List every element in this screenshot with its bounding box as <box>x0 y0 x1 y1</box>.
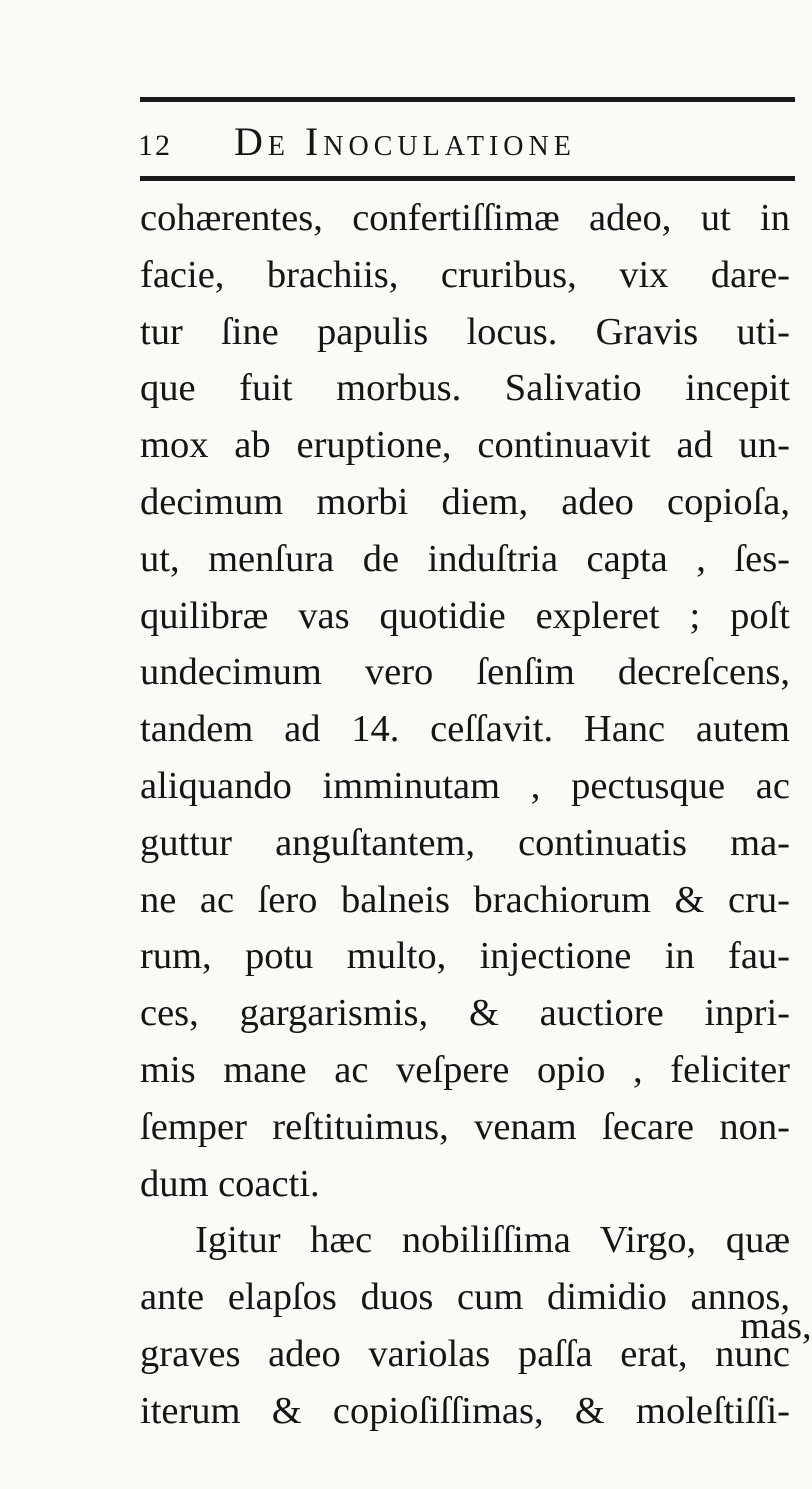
header-rule-bottom <box>140 176 795 181</box>
text-line: ces, gargarismis, & auctiore inpri- <box>140 992 790 1035</box>
body-text <box>140 190 790 1440</box>
paragraph-start-line: Igitur hæc nobiliſſima Virgo, quæ <box>195 1219 790 1262</box>
running-title: De Inoculatione <box>234 119 576 164</box>
text-line: iterum & copioſiſſimas, & moleſtiſſi- <box>140 1389 790 1432</box>
text-line: cohærentes, confertiſſimæ adeo, ut in <box>140 197 790 239</box>
header-rule-top <box>140 97 795 102</box>
text-line: rum, potu multo, injectione in fau- <box>140 935 790 978</box>
page-number: 12 <box>138 129 172 162</box>
text-line: ſemper reſtituimus, venam ſecare non- <box>140 1105 790 1148</box>
text-line: mox ab eruptione, continuavit ad un- <box>140 424 790 467</box>
text-line: tandem ad 14. ceſſavit. Hanc autem <box>140 708 790 751</box>
text-line: dum coacti. <box>140 1162 320 1205</box>
text-line: facie, brachiis, cruribus, vix dare- <box>140 253 790 296</box>
catchword: mas, <box>740 1305 812 1347</box>
running-head <box>138 118 576 162</box>
text-line: ante elapſos duos cum dimidio annos, <box>140 1276 790 1319</box>
text-line: ut, menſura de induſtria capta , ſes- <box>140 537 790 580</box>
text-line: quilibræ vas quotidie expleret ; poſt <box>140 594 790 637</box>
text-line: mis mane ac veſpere opio , feliciter <box>140 1048 790 1091</box>
text-line: aliquando imminutam , pectusque ac <box>140 764 790 807</box>
text-line: que fuit morbus. Salivatio incepit <box>140 367 790 410</box>
text-line: decimum morbi diem, adeo copioſa, <box>140 480 790 523</box>
text-line: ne ac ſero balneis brachiorum & cru- <box>140 878 790 921</box>
text-line: undecimum vero ſenſim decreſcens, <box>140 651 790 694</box>
text-line: graves adeo variolas paſſa erat, nunc <box>140 1332 790 1375</box>
text-line: tur ſine papulis locus. Gravis uti- <box>140 310 790 353</box>
text-line: guttur anguſtantem, continuatis ma- <box>140 821 790 864</box>
